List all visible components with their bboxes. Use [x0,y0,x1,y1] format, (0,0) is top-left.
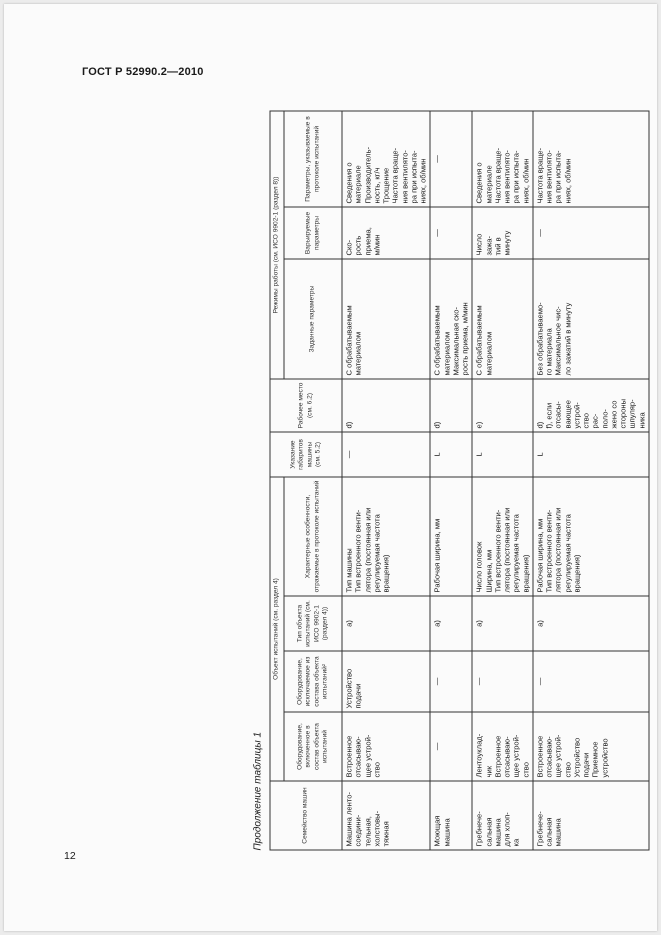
cell-text-line: тельная, [362,815,372,846]
cell-text-line: ниях, об/мин [418,158,427,203]
cell-text-line: Рабочая ширина, мм [432,518,442,592]
cell-text-line: Гребнече- [534,810,544,846]
cell-text-line: ство [581,412,590,428]
cell-text-line: — [534,677,544,685]
cell-text-line: d) [344,421,353,428]
cell-family [342,781,430,850]
cell-text-line: рость [353,235,363,255]
cell-text-line: Частота враще- [534,147,544,203]
cell-text-line: Тип машины [344,547,353,592]
cell-text-line: вращения) [571,554,581,592]
cell-workplace [532,378,648,431]
cell-dimensions [532,431,648,476]
cell-set-params [472,258,533,378]
cell-text-line: Устройство [571,737,581,777]
cell-text-line: ниях, об/мин [520,158,530,203]
cell-text-line: го материала [544,327,553,375]
cell-text-line: Моющая [432,815,442,846]
cell-text-line: Встроенное [534,735,544,777]
cell-characteristics [430,476,472,595]
cell-text-line: Сведения о [474,161,484,203]
cell-object-type [342,596,430,651]
cell-text-line: тяжная [381,820,390,846]
cell-text-line: материалом [353,331,363,375]
cell-text-line: Частота враще- [390,147,400,203]
cell-text-line: отсасываю- [353,735,363,777]
continuation-label: Продолжение таблицы 1 [252,731,263,850]
cell-text-line: материалом [483,331,493,375]
cell-text-line: отсасы- [553,400,563,428]
cell-text-line: подачи [581,752,590,777]
cell-text-line: жено со [608,400,618,428]
cell-text-line: ния вентилято- [502,149,511,203]
cell-family [430,781,472,850]
cell-text-line: отсасываю- [544,735,553,777]
cell-text-line: шпуляр- [627,398,637,428]
cell-text-line: щее устрой- [553,734,563,777]
cell-text-line: для хлоп- [502,811,511,846]
cell-text-line: машина [492,817,502,846]
cell-equipment-excluded [472,651,533,712]
cell-text-line: Тип встроенного венти- [544,509,553,592]
cell-family [472,781,533,850]
cell-text-line: ния вентилято- [544,149,553,203]
cell-text-line: Рабочая ширина, мм [534,518,544,592]
cell-text-line: м/мин [371,233,381,255]
cell-text-line: регулируемая частота [511,513,521,592]
specification-table [269,110,649,850]
document-page [4,4,657,931]
cell-text-line: d) [534,421,544,428]
cell-text-line: отсасываю- [502,735,511,777]
cell-text-line: сальная [544,817,553,846]
cell-text-line: устрой- [571,401,581,428]
col-header-characteristics: Характерные особенности, отражаемые в протоколе испытаний [284,476,342,595]
cell-text-line: ство [520,761,530,777]
group-header-row [270,110,284,849]
table-body [342,110,649,849]
table-row [430,110,472,849]
table-row [342,110,430,849]
cell-text-line: лятора (постоянная или [502,507,511,592]
cell-text-line: — [474,677,484,685]
cell-set-params [532,258,648,378]
cell-text-line: ника [636,411,646,428]
cell-text-line: щее устрой- [511,734,521,777]
cell-text-line: Производитель- [362,146,372,203]
cell-text-line: рость приема, м/мин [460,301,469,375]
cell-text-line: приема, [362,226,372,255]
cell-text-line: рас- [590,413,600,428]
cell-text-line: С обрабатываемым [474,304,484,375]
cell-text-line: — [344,450,353,458]
cell-text-line: Машина ленто- [344,791,353,846]
cell-text-line: материале [483,164,493,203]
cell-text-line: поло- [599,408,609,428]
cell-text-line: тий в [492,236,502,255]
col-header-varied-params: Варьируемые параметры [284,206,342,258]
cell-equipment-included [472,712,533,781]
cell-equipment-included [430,712,472,781]
cell-set-params [342,258,430,378]
cell-report-params [532,110,648,206]
cell-text-line: L [474,451,484,457]
cell-object-type [430,596,472,651]
cell-equipment-included [532,712,648,781]
cell-text-line: регулируемая частота [562,513,572,592]
cell-text-line: ка [511,838,521,846]
cell-characteristics [532,476,648,595]
cell-object-type [472,596,533,651]
cell-text-line: С обрабатываемым [432,304,442,375]
cell-varied-params [472,206,533,258]
cell-text-line: регулируемая частота [371,513,381,592]
cell-text-line: а) [534,619,544,627]
cell-dimensions [472,431,533,476]
cell-text-line: лятора (постоянная или [362,507,372,592]
cell-report-params [430,110,472,206]
col-header-object-type: Тип объекта испытаний (см. ИСО 9902-1 (раздел 4)) [284,596,342,651]
cell-text-line: d) [432,421,442,428]
col-header-set-params: Заданные параметры [284,258,342,378]
cell-text-line: Тип встроенного венти- [353,509,363,592]
cell-text-line: Приемное [590,740,600,777]
cell-text-line: ность, кг/ч [371,166,381,203]
cell-text-line: L [432,451,442,457]
cell-text-line: е) [474,421,484,428]
cell-text-line: Лентоуклад- [474,733,484,777]
cell-text-line: подачи [353,683,363,708]
cell-text-line: вращения) [381,554,390,592]
cell-text-line: Встроенное [492,735,502,777]
table-row [532,110,648,849]
cell-text-line: а) [344,619,353,627]
cell-family [532,781,648,850]
cell-text-line: щее устрой- [362,734,372,777]
cell-text-line: Гребнече- [474,810,484,846]
cell-text-line: чик [483,765,493,777]
cell-characteristics [342,476,430,595]
cell-report-params [472,110,533,206]
cell-text-line: устройство [599,737,609,777]
cell-text-line: — [534,228,544,237]
cell-text-line: Ско- [344,239,353,255]
cell-text-line: а) [474,619,484,627]
cell-object-type [532,596,648,651]
col-header-equipment-included: Оборудование, включенное в состав объекта испытаний [284,712,342,781]
cell-text-line: машина [441,817,451,846]
cell-text-line: вращения) [520,554,530,592]
cell-text-line: Встроенное [344,735,353,777]
rotated-table-block [252,111,646,850]
cell-text-line: f), если [544,402,553,428]
cell-text-line: ра при испыта- [553,149,563,203]
cell-text-line: Число [474,233,484,255]
cell-text-line: зажа- [483,235,493,255]
cell-text-line: ра при испыта- [511,149,521,203]
cell-text-line: стороны [618,398,627,428]
cell-text-line: соедини- [353,814,363,846]
cell-text-line: ния вентилято- [399,149,409,203]
cell-text-line: Тип встроенного венти- [492,509,502,592]
cell-text-line: Частота враще- [492,147,502,203]
cell-varied-params [430,206,472,258]
cell-text-line: машина [553,817,563,846]
cell-text-line: ство [562,761,572,777]
cell-text-line: материалом [441,331,451,375]
cell-text-line: — [432,677,442,685]
cell-text-line: — [432,742,442,750]
cell-equipment-excluded [532,651,648,712]
col-header-family: Семейство машин [270,781,342,850]
cell-set-params [430,258,472,378]
cell-text-line: Максимальное чис- [553,305,563,375]
cell-equipment-excluded [342,651,430,712]
cell-text-line: материале [353,164,363,203]
col-header-workplace: Рабочее место (см. 6.2) [270,378,342,431]
cell-text-line: Без обрабатываемо- [534,301,544,375]
cell-text-line: Число головок [474,541,484,592]
column-header-row [284,110,342,849]
cell-varied-params [342,206,430,258]
cell-text-line: L [534,451,544,457]
cell-text-line: лятора (постоянная или [553,507,563,592]
cell-equipment-included [342,712,430,781]
group-header-test-object: Объект испытаний (см. раздел 4) [270,476,284,780]
cell-text-line: а) [432,619,442,627]
cell-workplace [342,378,430,431]
col-header-dimensions: Указание габаритов машины (см. 5.2) [270,431,342,476]
cell-varied-params [532,206,648,258]
cell-dimensions [430,431,472,476]
cell-text-line: Сведения о [344,161,353,203]
cell-text-line: ра при испыта- [408,149,418,203]
cell-text-line: Ширина, мм [483,549,493,592]
col-header-equipment-excluded: Оборудование, исключаемое из состава объекта испытаний² [284,651,342,712]
cell-text-line: ло зажатий в минуту [562,302,572,375]
cell-dimensions [342,431,430,476]
cell-text-line: Максимальная ско- [450,306,460,375]
cell-characteristics [472,476,533,595]
cell-workplace [472,378,533,431]
cell-text-line: ниях, об/мин [562,158,572,203]
cell-text-line: вающее [562,399,572,428]
cell-text-line: холстовы- [371,810,381,846]
document-header: ГОСТ Р 52990.2—2010 [82,66,204,78]
cell-text-line: — [432,154,442,163]
cell-text-line: С обрабатываемым [344,304,353,375]
cell-equipment-excluded [430,651,472,712]
cell-workplace [430,378,472,431]
cell-text-line: Устройство [344,668,353,708]
cell-report-params [342,110,430,206]
page-number: 12 [64,850,76,862]
cell-text-line: — [432,228,442,237]
cell-text-line: минуту [502,230,511,255]
cell-text-line: Трощение [381,167,390,203]
cell-text-line: сальная [483,817,493,846]
group-header-modes: Режимы работы (см. ИСО 9902-1 (раздел 8)) [270,110,284,378]
cell-text-line: ство [371,761,381,777]
table-row [472,110,533,849]
col-header-report-params: Параметры, указываемые в протоколе испытаний [284,110,342,206]
